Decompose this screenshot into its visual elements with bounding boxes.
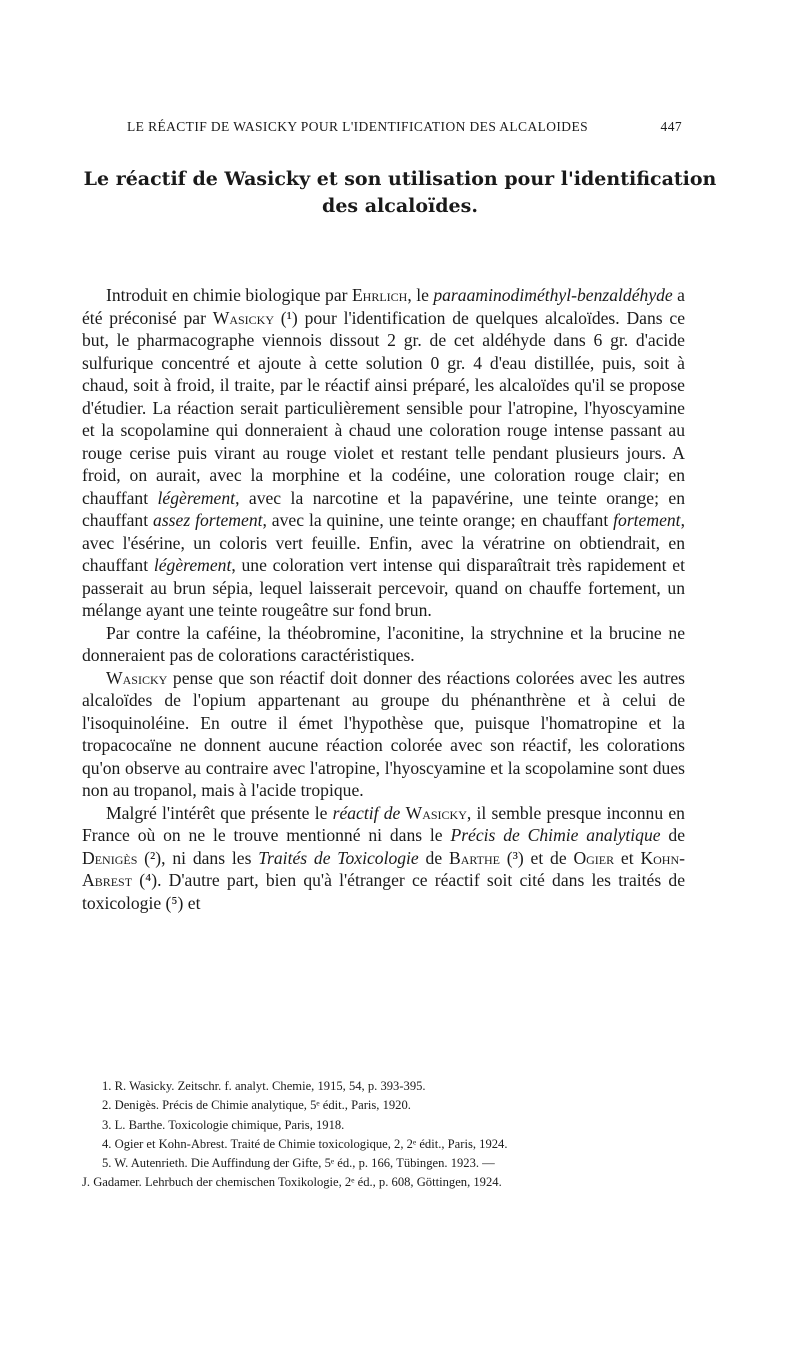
text-run: (²), ni dans les	[137, 847, 259, 868]
text-run: Introduit en chimie biologique par	[106, 285, 352, 305]
emphasis: Traités de Toxicologie	[258, 847, 419, 868]
emphasis: réactif de	[332, 802, 406, 823]
emphasis: légèrement	[153, 555, 232, 575]
text-run: de	[660, 825, 686, 845]
footnotes	[82, 1077, 685, 1193]
article-title	[60, 166, 740, 220]
emphasis: légèrement	[157, 487, 236, 508]
author-name: Wasicky	[212, 307, 275, 328]
text-run: Malgré l'intérêt que présente le	[106, 802, 333, 823]
paragraph-4	[82, 802, 685, 915]
text-run: , avec l'ésérine, un coloris vert feuille. Enfin, avec la vératrine on obtiendrait, en chauffant	[82, 510, 685, 575]
emphasis: Précis de Chimie analytique	[450, 825, 661, 845]
text-run: et	[614, 847, 641, 868]
footnote-5-continuation: J. Gadamer. Lehrbuch der chemischen Toxikologie, 2ᵉ éd., p. 608, Göttingen, 1924.	[82, 1175, 502, 1190]
text-run: (⁴). D'autre part, bien qu'à l'étranger ce réactif soit cité dans les traités de toxicologie (⁵) et	[82, 870, 685, 913]
reagent-name: paraaminodiméthyl-benzaldéhyde	[433, 285, 673, 305]
page-number: 447	[660, 119, 682, 134]
author-name: Wasicky	[106, 667, 168, 688]
author-name: Denigès	[82, 847, 138, 868]
author-name: Ehrlich	[351, 285, 408, 305]
author-name: Barthe	[448, 847, 500, 868]
emphasis: assez fortement	[153, 510, 263, 530]
text-run: (³) et de	[499, 847, 574, 868]
article-body	[82, 284, 685, 914]
running-header	[127, 119, 682, 135]
text-run: (¹) pour l'identification de quelques alcaloïdes. Dans ce but, le pharmacographe viennois dissout 2 gr. de cet aldéhyde dans 6 gr. d'acide sulfurique concentré et ajoute à cette solution 0 gr. 4 d'eau distillée, puis, soit à chaud, soit à froid, il traite, par le réactif ainsi préparé, les alcaloïdes qu'il se propose d'étudier. La réaction serait particulièrement sensible pour l'atropine, l'hyoscyamine et la scopolamine qui donneraient à chaud une coloration rouge intense passant au rouge cerise puis virant au rouge violet et restant telle pendant plusieurs jours. A froid, on aurait, avec la morphine et la codéine, une coloration rouge clair; en chauffant	[82, 307, 686, 508]
footnote-1: 1. R. Wasicky. Zeitschr. f. analyt. Chemie, 1915, 54, p. 393-395.	[102, 1079, 426, 1093]
footnote-3: 3. L. Barthe. Toxicologie chimique, Paris, 1918.	[102, 1117, 345, 1132]
footnote-4: 4. Ogier et Kohn-Abrest. Traité de Chimie toxicologique, 2, 2ᵉ édit., Paris, 1924.	[102, 1136, 508, 1151]
paragraph-1	[82, 284, 685, 622]
emphasis: fortement	[613, 510, 681, 530]
text-run: , il semble presque inconnu en France où on ne le trouve mentionné ni dans le	[82, 802, 685, 845]
author-name: Wasicky	[405, 802, 467, 823]
text-run: , avec la narcotine et la papavérine, une teinte orange; en chauffant	[82, 487, 685, 530]
text-run: , le	[407, 285, 434, 305]
text-run: a été préconisé par	[82, 285, 685, 328]
text-run: de	[418, 847, 449, 868]
text-run: pense que son réactif doit donner des réactions colorées avec les autres alcaloïdes de l'opium appartenant au groupe du phénanthrène et à celui de l'isoquinoléine. En outre il émet l'hypothèse que, puisque l'homatropine et la tropacocaïne ne donnent aucune réaction colorée avec son réactif, les colorations qu'on observe au contraire avec l'atropine, l'hyoscyamine et la scopolamine sont dues non au tropanol, mais à l'acide tropique.	[82, 667, 685, 800]
article-title-line-2: des alcaloïdes.	[322, 195, 478, 217]
author-name: Kohn-Abrest	[82, 847, 686, 890]
running-title: LE RÉACTIF DE WASICKY POUR L'IDENTIFICATION DES ALCALOIDES	[127, 119, 589, 134]
text-run: , avec la quinine, une teinte orange; en chauffant	[262, 510, 614, 530]
paragraph-2: Par contre la caféine, la théobromine, l'aconitine, la strychnine et la brucine ne donneraient pas de colorations caractéristiques.	[82, 622, 685, 665]
author-name: Ogier	[573, 847, 615, 868]
paragraph-3	[82, 667, 685, 802]
article-title-line-1: Le réactif de Wasicky et son utilisation pour l'identification	[83, 168, 717, 190]
footnote-5: 5. W. Autenrieth. Die Auffindung der Gifte, 5ᵉ éd., p. 166, Tübingen. 1923. —	[102, 1156, 495, 1171]
text-run: , une coloration vert intense qui disparaîtrait très rapidement et passerait au brun sépia, lequel laisserait percevoir, quand on chauffe fortement, un mélange ayant une teinte rougeâtre sur fond brun.	[82, 555, 685, 620]
footnote-2: 2. Denigès. Précis de Chimie analytique, 5ᵉ édit., Paris, 1920.	[102, 1098, 411, 1113]
